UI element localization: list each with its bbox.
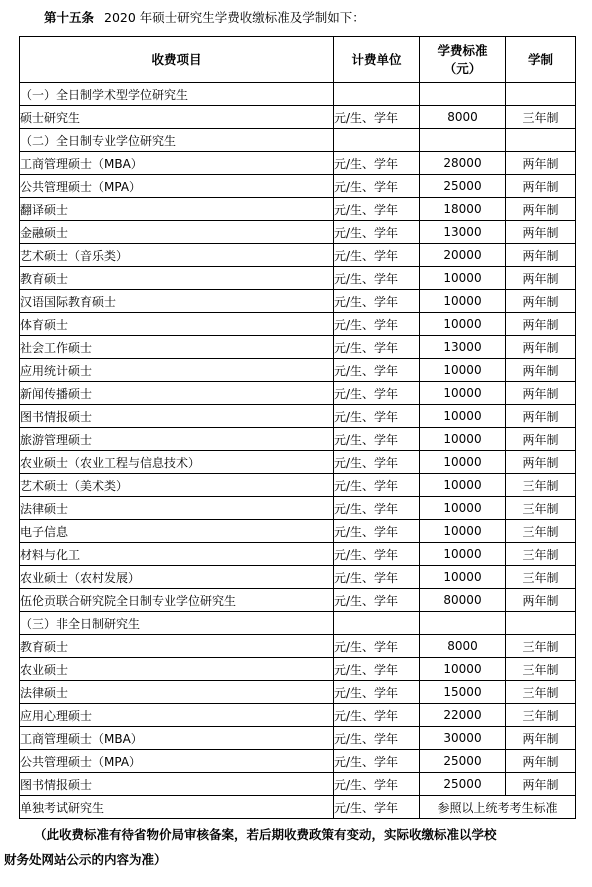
tuition-fee: 80000 bbox=[420, 589, 506, 612]
header-duration: 学制 bbox=[506, 37, 576, 83]
program-duration: 两年制 bbox=[506, 221, 576, 244]
tuition-fee: 10000 bbox=[420, 451, 506, 474]
program-name: 农业硕士 bbox=[20, 658, 334, 681]
table-row bbox=[20, 359, 576, 382]
tuition-fee: 10000 bbox=[420, 543, 506, 566]
tuition-fee: 8000 bbox=[420, 106, 506, 129]
table-row bbox=[20, 773, 576, 796]
section-row bbox=[20, 83, 576, 106]
program-duration: 两年制 bbox=[506, 244, 576, 267]
section-title: （二）全日制专业学位研究生 bbox=[20, 129, 334, 152]
billing-unit: 元/生、学年 bbox=[334, 221, 420, 244]
program-duration: 两年制 bbox=[506, 382, 576, 405]
billing-unit: 元/生、学年 bbox=[334, 543, 420, 566]
program-name: 社会工作硕士 bbox=[20, 336, 334, 359]
table-row bbox=[20, 290, 576, 313]
fee-table bbox=[19, 36, 576, 819]
program-name: 公共管理硕士（MPA） bbox=[20, 750, 334, 773]
program-name: 图书情报硕士 bbox=[20, 405, 334, 428]
reference-note: 参照以上统考考生标准 bbox=[420, 796, 576, 819]
table-row bbox=[20, 589, 576, 612]
empty-cell bbox=[420, 83, 506, 106]
billing-unit: 元/生、学年 bbox=[334, 750, 420, 773]
billing-unit: 元/生、学年 bbox=[334, 428, 420, 451]
table-row bbox=[20, 221, 576, 244]
table-row bbox=[20, 198, 576, 221]
billing-unit: 元/生、学年 bbox=[334, 198, 420, 221]
tuition-fee: 13000 bbox=[420, 336, 506, 359]
article-heading bbox=[44, 8, 365, 26]
billing-unit: 元/生、学年 bbox=[334, 796, 420, 819]
table-row bbox=[20, 750, 576, 773]
billing-unit: 元/生、学年 bbox=[334, 451, 420, 474]
program-name: 电子信息 bbox=[20, 520, 334, 543]
tuition-fee: 25000 bbox=[420, 175, 506, 198]
billing-unit: 元/生、学年 bbox=[334, 106, 420, 129]
program-name: 法律硕士 bbox=[20, 681, 334, 704]
tuition-fee: 8000 bbox=[420, 635, 506, 658]
program-duration: 两年制 bbox=[506, 589, 576, 612]
program-name: 公共管理硕士（MPA） bbox=[20, 175, 334, 198]
empty-cell bbox=[334, 83, 420, 106]
program-duration: 三年制 bbox=[506, 635, 576, 658]
empty-cell bbox=[420, 129, 506, 152]
program-duration: 两年制 bbox=[506, 359, 576, 382]
tuition-fee: 10000 bbox=[420, 520, 506, 543]
empty-cell bbox=[506, 612, 576, 635]
header-item: 收费项目 bbox=[20, 37, 334, 83]
table-row bbox=[20, 152, 576, 175]
tuition-fee: 10000 bbox=[420, 267, 506, 290]
tuition-fee: 10000 bbox=[420, 566, 506, 589]
table-row bbox=[20, 704, 576, 727]
program-name: 应用统计硕士 bbox=[20, 359, 334, 382]
billing-unit: 元/生、学年 bbox=[334, 152, 420, 175]
billing-unit: 元/生、学年 bbox=[334, 267, 420, 290]
table-row bbox=[20, 497, 576, 520]
program-name: 硕士研究生 bbox=[20, 106, 334, 129]
program-name: 艺术硕士（音乐类） bbox=[20, 244, 334, 267]
header-fee-line2: （元） bbox=[443, 60, 482, 76]
billing-unit: 元/生、学年 bbox=[334, 474, 420, 497]
section-row bbox=[20, 612, 576, 635]
program-name: 伍伦贡联合研究院全日制专业学位研究生 bbox=[20, 589, 334, 612]
table-row bbox=[20, 428, 576, 451]
tuition-fee: 10000 bbox=[420, 497, 506, 520]
billing-unit: 元/生、学年 bbox=[334, 773, 420, 796]
tuition-fee: 10000 bbox=[420, 382, 506, 405]
program-duration: 两年制 bbox=[506, 313, 576, 336]
program-name: 工商管理硕士（MBA） bbox=[20, 152, 334, 175]
tuition-fee: 10000 bbox=[420, 359, 506, 382]
empty-cell bbox=[506, 129, 576, 152]
program-name: 汉语国际教育硕士 bbox=[20, 290, 334, 313]
program-duration: 两年制 bbox=[506, 336, 576, 359]
program-duration: 两年制 bbox=[506, 451, 576, 474]
program-duration: 两年制 bbox=[506, 727, 576, 750]
article-text: 2020 年硕士研究生学费收缴标准及学制如下： bbox=[104, 10, 365, 25]
section-row bbox=[20, 129, 576, 152]
footnote-line1: （此收费标准有待省物价局审核备案，若后期收费政策有变动，实际收缴标准以学校 bbox=[34, 827, 497, 842]
table-row bbox=[20, 175, 576, 198]
program-duration: 两年制 bbox=[506, 267, 576, 290]
program-duration: 三年制 bbox=[506, 658, 576, 681]
billing-unit: 元/生、学年 bbox=[334, 566, 420, 589]
billing-unit: 元/生、学年 bbox=[334, 635, 420, 658]
section-title: （三）非全日制研究生 bbox=[20, 612, 334, 635]
section-title: （一）全日制学术型学位研究生 bbox=[20, 83, 334, 106]
tuition-fee: 28000 bbox=[420, 152, 506, 175]
program-duration: 两年制 bbox=[506, 750, 576, 773]
tuition-fee: 18000 bbox=[420, 198, 506, 221]
program-name: 旅游管理硕士 bbox=[20, 428, 334, 451]
billing-unit: 元/生、学年 bbox=[334, 313, 420, 336]
program-duration: 三年制 bbox=[506, 520, 576, 543]
program-duration: 三年制 bbox=[506, 566, 576, 589]
table-row bbox=[20, 336, 576, 359]
header-fee-line1: 学费标准 bbox=[437, 42, 488, 58]
tuition-fee: 10000 bbox=[420, 428, 506, 451]
billing-unit: 元/生、学年 bbox=[334, 290, 420, 313]
program-name: 教育硕士 bbox=[20, 635, 334, 658]
tuition-fee: 30000 bbox=[420, 727, 506, 750]
billing-unit: 元/生、学年 bbox=[334, 497, 420, 520]
footnote-line2: 财务处网站公示的内容为准） bbox=[4, 852, 167, 867]
billing-unit: 元/生、学年 bbox=[334, 244, 420, 267]
table-row bbox=[20, 520, 576, 543]
program-name: 工商管理硕士（MBA） bbox=[20, 727, 334, 750]
table-header-row bbox=[20, 37, 576, 83]
tuition-fee: 20000 bbox=[420, 244, 506, 267]
program-duration: 两年制 bbox=[506, 405, 576, 428]
table-row bbox=[20, 681, 576, 704]
program-duration: 两年制 bbox=[506, 198, 576, 221]
tuition-fee: 15000 bbox=[420, 681, 506, 704]
program-name: 教育硕士 bbox=[20, 267, 334, 290]
program-name: 图书情报硕士 bbox=[20, 773, 334, 796]
tuition-fee: 10000 bbox=[420, 290, 506, 313]
table-row bbox=[20, 313, 576, 336]
table-row bbox=[20, 405, 576, 428]
program-duration: 三年制 bbox=[506, 497, 576, 520]
program-name: 农业硕士（农村发展） bbox=[20, 566, 334, 589]
billing-unit: 元/生、学年 bbox=[334, 175, 420, 198]
header-unit: 计费单位 bbox=[334, 37, 420, 83]
program-duration: 三年制 bbox=[506, 681, 576, 704]
tuition-fee: 10000 bbox=[420, 313, 506, 336]
billing-unit: 元/生、学年 bbox=[334, 359, 420, 382]
program-duration: 两年制 bbox=[506, 428, 576, 451]
program-duration: 两年制 bbox=[506, 290, 576, 313]
table-row bbox=[20, 474, 576, 497]
program-duration: 两年制 bbox=[506, 152, 576, 175]
program-duration: 三年制 bbox=[506, 474, 576, 497]
billing-unit: 元/生、学年 bbox=[334, 336, 420, 359]
table-row bbox=[20, 658, 576, 681]
footnote bbox=[4, 822, 590, 872]
billing-unit: 元/生、学年 bbox=[334, 727, 420, 750]
table-row bbox=[20, 451, 576, 474]
program-name: 法律硕士 bbox=[20, 497, 334, 520]
program-name: 应用心理硕士 bbox=[20, 704, 334, 727]
empty-cell bbox=[506, 83, 576, 106]
tuition-fee: 10000 bbox=[420, 658, 506, 681]
table-body bbox=[20, 83, 576, 819]
program-name: 艺术硕士（美术类） bbox=[20, 474, 334, 497]
billing-unit: 元/生、学年 bbox=[334, 520, 420, 543]
table-row bbox=[20, 382, 576, 405]
program-duration: 两年制 bbox=[506, 175, 576, 198]
program-name: 新闻传播硕士 bbox=[20, 382, 334, 405]
program-name: 翻译硕士 bbox=[20, 198, 334, 221]
billing-unit: 元/生、学年 bbox=[334, 704, 420, 727]
empty-cell bbox=[334, 129, 420, 152]
program-name: 金融硕士 bbox=[20, 221, 334, 244]
program-duration: 两年制 bbox=[506, 773, 576, 796]
tuition-fee: 25000 bbox=[420, 750, 506, 773]
program-name: 单独考试研究生 bbox=[20, 796, 334, 819]
table-row bbox=[20, 727, 576, 750]
table-row bbox=[20, 244, 576, 267]
tuition-fee: 13000 bbox=[420, 221, 506, 244]
program-duration: 三年制 bbox=[506, 106, 576, 129]
table-row-final bbox=[20, 796, 576, 819]
program-name: 材料与化工 bbox=[20, 543, 334, 566]
empty-cell bbox=[334, 612, 420, 635]
tuition-fee: 22000 bbox=[420, 704, 506, 727]
billing-unit: 元/生、学年 bbox=[334, 382, 420, 405]
billing-unit: 元/生、学年 bbox=[334, 658, 420, 681]
article-number: 第十五条 bbox=[44, 10, 95, 25]
program-name: 体育硕士 bbox=[20, 313, 334, 336]
billing-unit: 元/生、学年 bbox=[334, 589, 420, 612]
table-row bbox=[20, 106, 576, 129]
header-fee bbox=[420, 37, 506, 83]
tuition-fee: 10000 bbox=[420, 405, 506, 428]
table-row bbox=[20, 566, 576, 589]
billing-unit: 元/生、学年 bbox=[334, 405, 420, 428]
tuition-fee: 25000 bbox=[420, 773, 506, 796]
tuition-fee: 10000 bbox=[420, 474, 506, 497]
program-duration: 三年制 bbox=[506, 704, 576, 727]
table-row bbox=[20, 543, 576, 566]
empty-cell bbox=[420, 612, 506, 635]
table-row bbox=[20, 267, 576, 290]
billing-unit: 元/生、学年 bbox=[334, 681, 420, 704]
program-duration: 三年制 bbox=[506, 543, 576, 566]
program-name: 农业硕士（农业工程与信息技术） bbox=[20, 451, 334, 474]
table-row bbox=[20, 635, 576, 658]
